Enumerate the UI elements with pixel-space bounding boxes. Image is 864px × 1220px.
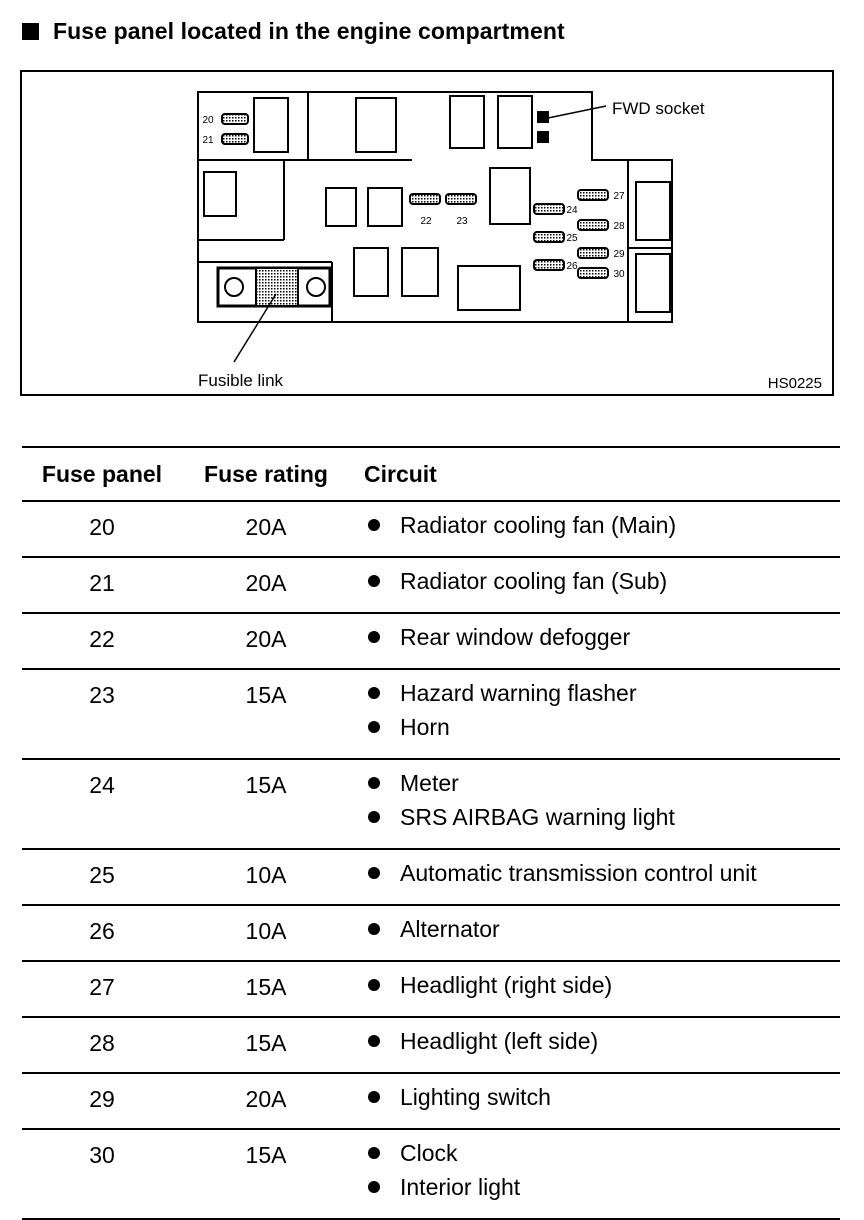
circuit-cell	[350, 905, 840, 961]
fwd-socket-label: FWD socket	[612, 99, 705, 118]
table-row	[22, 905, 840, 961]
fuse-panel-cell: 27	[89, 974, 115, 1000]
figure-code: HS0225	[767, 375, 822, 392]
bullet-icon	[368, 777, 380, 789]
circuit-cell	[350, 961, 840, 1017]
fuse-number-label: 29	[613, 249, 625, 260]
circuit-item: Horn	[400, 713, 450, 740]
fuse-panel-cell: 25	[89, 862, 115, 888]
fuse-rating-cell: 15A	[245, 1142, 287, 1168]
fuse-panel-cell: 23	[89, 682, 115, 708]
header-circuit: Circuit	[364, 460, 437, 487]
circuit-item: Radiator cooling fan (Main)	[400, 511, 677, 538]
fuse-number-label: 25	[566, 233, 578, 244]
table-row	[22, 1017, 840, 1073]
circuit-cell	[350, 1017, 840, 1073]
fuse-panel-cell: 29	[89, 1086, 115, 1112]
circuit-cell	[350, 849, 840, 905]
circuit-item: Hazard warning flasher	[400, 679, 637, 706]
circuit-item: Headlight (left side)	[400, 1027, 599, 1054]
fuse-rating-cell: 20A	[245, 1086, 287, 1112]
fuse-number-label: 30	[613, 269, 625, 280]
bullet-icon	[368, 811, 380, 823]
circuit-cell	[350, 1073, 840, 1129]
fuse-number-label: 23	[456, 216, 468, 227]
fuse-panel-cell: 24	[89, 772, 115, 798]
fuse-rating-cell: 15A	[245, 974, 287, 1000]
fuse-rating-cell: 10A	[245, 862, 287, 888]
fuse-rating-cell: 15A	[245, 682, 287, 708]
fuse-number-label: 24	[566, 205, 578, 216]
fuse-rating-cell: 20A	[245, 626, 287, 652]
fuse-panel-cell: 21	[89, 570, 115, 596]
bullet-icon	[368, 979, 380, 991]
table-row	[22, 501, 840, 557]
fuse-panel-diagram	[22, 72, 832, 394]
bullet-icon	[368, 1091, 380, 1103]
bullet-icon	[368, 1147, 380, 1159]
fuse-number-label: 28	[613, 221, 625, 232]
circuit-item: Lighting switch	[400, 1083, 551, 1110]
table-row	[22, 613, 840, 669]
bullet-icon	[368, 721, 380, 733]
fusible-link-label: Fusible link	[198, 371, 284, 390]
circuit-cell	[350, 557, 840, 613]
fuse-panel-cell: 22	[89, 626, 115, 652]
fuse-number-label: 22	[420, 216, 432, 227]
fuse-rating-cell: 10A	[245, 918, 287, 944]
table-row	[22, 669, 840, 759]
circuit-item: Radiator cooling fan (Sub)	[400, 567, 668, 594]
fuse-rating-cell: 20A	[245, 514, 287, 540]
circuit-item: Automatic transmission control unit	[400, 859, 757, 886]
fuse-number-label: 21	[202, 135, 214, 146]
circuit-item: Headlight (right side)	[400, 971, 613, 998]
bullet-icon	[368, 575, 380, 587]
table-row	[22, 557, 840, 613]
fuse-rating-cell: 15A	[245, 772, 287, 798]
fuse-number-label: 20	[202, 115, 214, 126]
bullet-icon	[368, 1035, 380, 1047]
table-row	[22, 1073, 840, 1129]
fuse-panel-cell: 30	[89, 1142, 115, 1168]
header-fuse-rating: Fuse rating	[204, 460, 328, 487]
fuse-panel-cell: 26	[89, 918, 115, 944]
fuse-panel-cell: 28	[89, 1030, 115, 1056]
header-fuse-panel: Fuse panel	[41, 460, 163, 487]
circuit-item: Interior light	[400, 1173, 521, 1200]
section-heading	[22, 14, 565, 48]
circuit-cell	[350, 613, 840, 669]
fuse-rating-cell: 20A	[245, 570, 287, 596]
fuse-panel-cell: 20	[89, 514, 115, 540]
bullet-icon	[368, 923, 380, 935]
table-row	[22, 849, 840, 905]
circuit-cell	[350, 501, 840, 557]
fuse-number-label: 26	[566, 261, 578, 272]
bullet-icon	[368, 519, 380, 531]
bullet-icon	[368, 867, 380, 879]
circuit-item: Clock	[400, 1139, 458, 1166]
fuse-rating-cell: 15A	[245, 1030, 287, 1056]
circuit-item: Rear window defogger	[400, 623, 631, 650]
circuit-item: Alternator	[400, 915, 500, 942]
circuit-cell	[350, 669, 840, 759]
table-header-row	[22, 447, 840, 501]
fuse-table	[22, 446, 840, 1220]
bullet-icon	[368, 1181, 380, 1193]
fuse-number-label: 27	[613, 191, 625, 202]
heading-text: Fuse panel located in the engine compartment	[53, 17, 565, 44]
circuit-item: SRS AIRBAG warning light	[400, 803, 675, 830]
bullet-icon	[368, 631, 380, 643]
circuit-cell	[350, 759, 840, 849]
heading-square-icon	[22, 23, 39, 40]
bullet-icon	[368, 687, 380, 699]
table-row	[22, 961, 840, 1017]
circuit-item: Meter	[400, 769, 459, 796]
fuse-panel-figure	[20, 70, 834, 396]
table-row	[22, 759, 840, 849]
